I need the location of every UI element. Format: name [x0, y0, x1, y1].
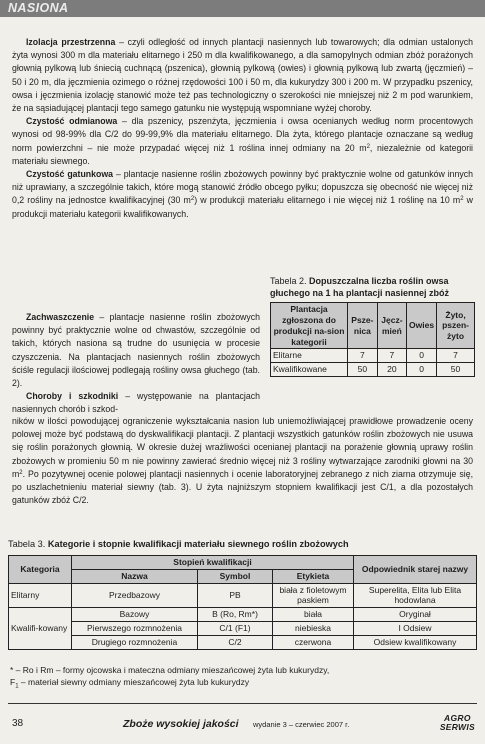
table3-category: Kwalifi-kowany: [9, 608, 72, 649]
table3-cell: biała: [273, 608, 354, 622]
table2-cell: Elitarne: [271, 349, 348, 363]
table3-notes: [10, 664, 329, 693]
table2-cell: 20: [377, 363, 406, 377]
section-title: NASIONA: [8, 1, 69, 15]
table3-cell: niebieska: [273, 621, 354, 635]
table2-caption-title: Dopuszczalna liczba roślin owsa głuchego na 1 ha plantacji nasiennej zbóż: [270, 276, 450, 298]
table3-cell: Bazowy: [72, 608, 198, 622]
page-number: 38: [12, 718, 24, 729]
table2-cell: 7: [348, 349, 378, 363]
footer-divider: [8, 703, 477, 704]
table3-caption-title: Kategorie i stopnie kwalifikacji materiału siewnego roślin zbożowych: [47, 539, 349, 549]
note-ro-rm: * – Ro i Rm – formy ojcowska i mateczna odmiany mieszańcowej żyta lub kukurydzy,: [10, 665, 330, 675]
note-f1-sub: 1: [15, 683, 19, 690]
section-header-bar: [0, 0, 485, 17]
text-choroby-cont-2: . Po pozytywnej ocenie polowej plantacji nasiennych i ocenie laboratoryjnej zebranego z nich ziarna otrzymuje się, po uszlachetnieniu materiał siewny (tab. 3). U żyta najniższym stopniem kwalifikacji jest C/1, a dla pozostałych gatunków zbóż C/2.: [12, 468, 473, 506]
table2-header: Jęcz-mień: [377, 303, 406, 349]
table-row: [9, 621, 477, 635]
text-czystosc-odmianowa-1: – dla pszenicy, pszenżyta, jęczmienia i owsa ocenianych według norm procentowych wynosi od 98-99% dla C/2 do 99-99,9% dla materiału elitarnego. Dla żyta, którego plantacje oznaczane są według norm powierzchni – nie może przypadać więcej niż 1 roślina innej odmiany na 20 m: [12, 116, 474, 153]
text-zachwaszczenie: – plantacje nasienne roślin zbożowych powinny być praktycznie wolne od chwastów, szczególnie od takich, których nasiona są trudne do usunięcia w procesie czyszczenia. Na plantacjach nasiennych roślin zbożowych ściśle regulacji ilościowej podlegają rośliny owsa głuchego (tab. 2).: [12, 312, 260, 389]
table3-cell: PB: [198, 583, 273, 608]
text-czystosc-gatunkowa-2: ) w produkcji materiału elitarnego i nie więcej niż 1 roślinę na 10 m: [194, 195, 461, 206]
table3-cell: czerwona: [273, 635, 354, 649]
table2-header-row: [271, 303, 475, 349]
sup-m2: 2: [366, 143, 370, 150]
text-izolacja: – czyli odległość od innych plantacji nasiennych lub towarowych; dla odmian ustalonych żyta wynosi 300 m dla materiału elitarnego i 250 m dla kwalifikowanego, a dla samopylnych odmian zbóż porażonych głownią pylkową lub śniecią cuchnącą (pszenica), głownią pylkową (owies) i głownią pylkową lub zwartą (jęczmień) – 50 i 20 m, dla jęczmienia ozimego o różnej rzędowości 100 i 50 m, dla kukurydzy 300 i 200 m. W przypadku pszenicy, owsa i jęczmienia izolację stanowić może też pas technologiczny o szerokości nie mniejszej niż 2 m pod warunkiem, że na sąsiadującej plantacji tego samego gatunku nie występują wspomniane wyżej choroby.: [12, 37, 473, 114]
table2-cell: Kwalifikowane: [271, 363, 348, 377]
table2-header: Plantacja zgłoszona do produkcji na-sion kategorii: [271, 303, 348, 349]
table3: [8, 555, 477, 650]
table3-caption: [8, 538, 349, 550]
logo-line-2: SERWIS: [439, 722, 475, 732]
text-choroby-cont: ników w ilości powodującej ograniczenie wykształcania nasion lub uniemożliwiającej prawidłowe prowadzenie oceny polowej może być podstawą do dyskwalifikacji plantacji. Z plantacji wszystkich gatunków roślin zbożowych nie usuwa się roślin porażonych głownią. W okresie dużej wrażliwości ocenianej plantacji na porażenie głownią uprawy roślin zbożowych w promieniu 50 m nie powinny zawierać średnio więcej niż 3 rośliny wytwarzające zarodniki głowni na 30 m: [12, 416, 473, 479]
table3-header-symbol: Symbol: [198, 569, 273, 583]
table2-cell: 7: [377, 349, 406, 363]
table3-cell: C/2: [198, 635, 273, 649]
intro-text: [12, 36, 473, 221]
table3-cell: Superelita, Elita lub Elita hodowlana: [354, 583, 477, 608]
term-czystosc-gatunkowa: Czystość gatunkowa: [26, 169, 114, 180]
left-column-text: [12, 311, 260, 417]
table3-cell: biała z fioletowym paskiem: [273, 583, 354, 608]
table3-cell: Przedbazowy: [72, 583, 198, 608]
table3-header-kategoria: Kategoria: [9, 556, 72, 584]
note-f1-symbol: F: [10, 677, 16, 687]
logo-line-1: AGRO: [444, 713, 471, 723]
table3-cell: C/1 (F1): [198, 621, 273, 635]
table3-cell: Oryginał: [354, 608, 477, 622]
sup-m2: 2: [19, 469, 23, 476]
text-czystosc-odmianowa-2: , niezależnie od kategorii materiału siewnego.: [12, 142, 473, 166]
term-czystosc-odmianowa: Czystość odmianowa: [26, 116, 118, 127]
table2-cell: 0: [407, 349, 437, 363]
table3-header-etykieta: Etykieta: [273, 569, 354, 583]
term-choroby: Choroby i szkodniki: [26, 391, 119, 402]
publication-title: Zboże wysokiej jakości: [123, 718, 239, 730]
note-f1: [10, 676, 329, 693]
term-zachwaszczenie: Zachwaszczenie: [26, 312, 95, 322]
table2-cell: 7: [437, 349, 475, 363]
table3-header-stopien: Stopień kwalifikacji: [72, 556, 354, 570]
table2: [270, 302, 475, 377]
page-footer: [8, 714, 477, 738]
text-choroby: – występowanie na plantacjach nasiennych chorób i szkod-: [12, 391, 260, 415]
paragraph-czystosc-odmianowa: [12, 115, 473, 168]
note-f1-text: – materiał siewny odmiany mieszańcowej żyta lub kukurydzy: [18, 677, 250, 687]
table3-caption-prefix: Tabela 3.: [8, 539, 48, 549]
table2-caption: [270, 276, 475, 299]
table2-cell: 50: [348, 363, 378, 377]
table3-cell: Drugiego rozmnożenia: [72, 635, 198, 649]
paragraph-izolacja: [12, 36, 473, 115]
text-czystosc-gatunkowa-3: w produkcji materiału kategorii kwalifikowanych.: [12, 195, 473, 219]
table2-header: Owies: [407, 303, 437, 349]
sup-m2: 2: [190, 196, 195, 203]
lower-text: [12, 415, 473, 507]
table2-caption-prefix: Tabela 2.: [270, 276, 310, 286]
table3-header-odpowiednik: Odpowiednik starej nazwy: [354, 556, 477, 584]
table-row: [9, 608, 477, 622]
table3-cell: I Odsiew: [354, 621, 477, 635]
table2-cell: 50: [437, 363, 475, 377]
table-row: [271, 363, 475, 377]
paragraph-choroby: [12, 390, 260, 416]
table3-cell: Pierwszego rozmnożenia: [72, 621, 198, 635]
table3-cell: B (Ro, Rm*): [198, 608, 273, 622]
sup-m2: 2: [460, 196, 464, 203]
table2-header: Żyto, pszen-żyto: [437, 303, 475, 349]
edition-info: wydanie 3 – czerwiec 2007 r.: [253, 720, 350, 729]
table3-header-row: [9, 556, 477, 570]
paragraph-czystosc-gatunkowa: [12, 168, 473, 221]
table2-cell: 0: [407, 363, 437, 377]
table2-header: Psze-nica: [348, 303, 378, 349]
text-czystosc-gatunkowa-1: – plantacje nasienne roślin zbożowych powinny być praktycznie wolne od gatunków innych niż uprawiany, a szczególnie takich, które mogą stanowić źródło obcego pyłku; dopuszcza się obecność nie więcej niż 0,2 rośliny na jednostce kwalifikacyjnej (30 m: [12, 169, 473, 206]
table-row: [9, 635, 477, 649]
term-izolacja: Izolacja przestrzenna: [26, 37, 116, 47]
table3-header-nazwa: Nazwa: [72, 569, 198, 583]
table3-cell: Odsiew kwalifikowany: [354, 635, 477, 649]
paragraph-choroby-cont: [12, 415, 473, 507]
paragraph-zachwaszczenie: [12, 311, 260, 390]
table-row: [271, 349, 475, 363]
publisher-logo: [440, 714, 475, 732]
table2-block: [270, 276, 475, 377]
table3-category: Elitarny: [9, 583, 72, 608]
table-row: [9, 583, 477, 608]
